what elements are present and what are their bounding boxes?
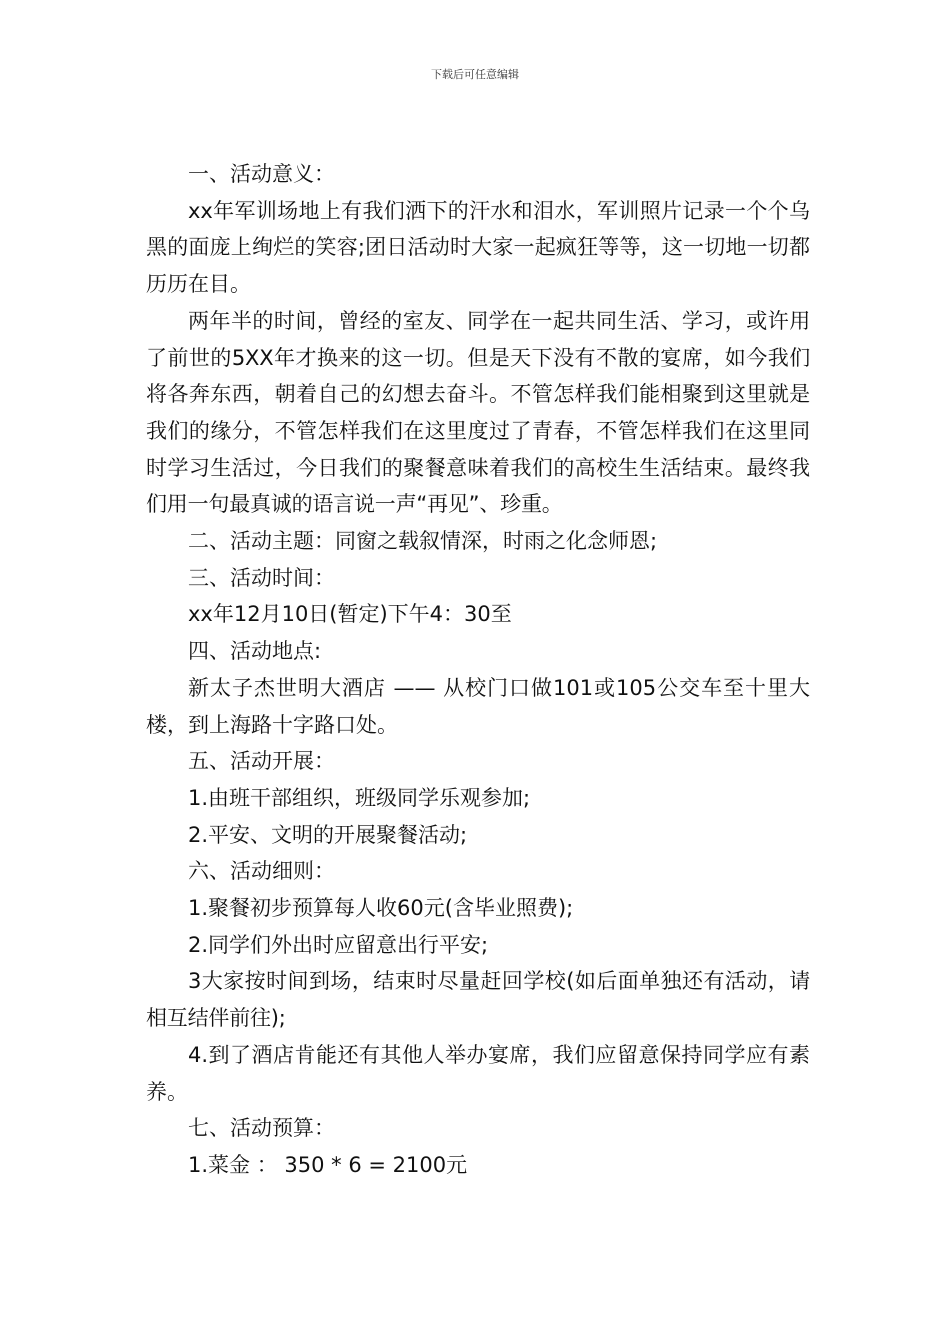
heading-activity-rules: 六、活动细则： <box>188 859 335 884</box>
activity-location-value: 新太子杰世明大酒店 —— 从校门口做101或105公交车至十里大楼，到上海路十字路口处。 <box>146 675 810 737</box>
heading-activity-budget: 七、活动预算： <box>188 1116 335 1141</box>
development-item-1: 1.由班干部组织，班级同学乐观参加; <box>188 785 531 810</box>
heading-activity-time: 三、活动时间： <box>188 565 335 590</box>
paragraph-two-and-half-years: 两年半的时间，曾经的室友、同学在一起共同生活、学习，或许用了前世的5XX年才换来的这一切。但是天下没有不散的宴席，如今我们将各奔东西，朝着自己的幻想去奋斗。不管怎样我们能相聚到这里就是我们的缘分，不管怎样我们在这里度过了青春，不管怎样我们在这里同时学习生活过，今日我们的聚餐意味着我们的高校生生活结束。最终我们用一句最真诚的语言说一声“再见”、珍重。 <box>146 308 810 517</box>
heading-activity-significance: 一、活动意义： <box>188 162 335 186</box>
rules-item-3: 3大家按时间到场，结束时尽量赶回学校(如后面单独还有活动，请相互结伴前往); <box>146 969 810 1031</box>
development-item-2: 2.平安、文明的开展聚餐活动; <box>188 822 468 847</box>
heading-activity-theme: 二、活动主题：同窗之载叙情深，时雨之化念师恩; <box>188 529 658 554</box>
activity-time-value: xx年12月10日(暂定)下午4：30至 <box>188 602 512 627</box>
budget-item-1: 1.菜金 ： 350 * 6 = 2100元 <box>188 1152 468 1177</box>
rules-item-4: 4.到了酒店肯能还有其他人举办宴席，我们应留意保持同学应有素养。 <box>146 1042 810 1104</box>
paragraph-military-training: xx年军训场地上有我们洒下的汗水和泪水，军训照片记录一个个乌黑的面庞上绚烂的笑容;团日活动时大家一起疯狂等等，这一切地一切都历历在目。 <box>146 198 810 297</box>
document-body <box>146 156 810 1184</box>
heading-activity-development: 五、活动开展： <box>188 749 335 774</box>
rules-item-2: 2.同学们外出时应留意出行平安; <box>188 932 489 957</box>
page-header-note: 下载后可任意编辑 <box>431 68 519 81</box>
rules-item-1: 1.聚餐初步预算每人收60元(含毕业照费); <box>188 896 574 921</box>
heading-activity-location: 四、活动地点: <box>188 639 322 664</box>
